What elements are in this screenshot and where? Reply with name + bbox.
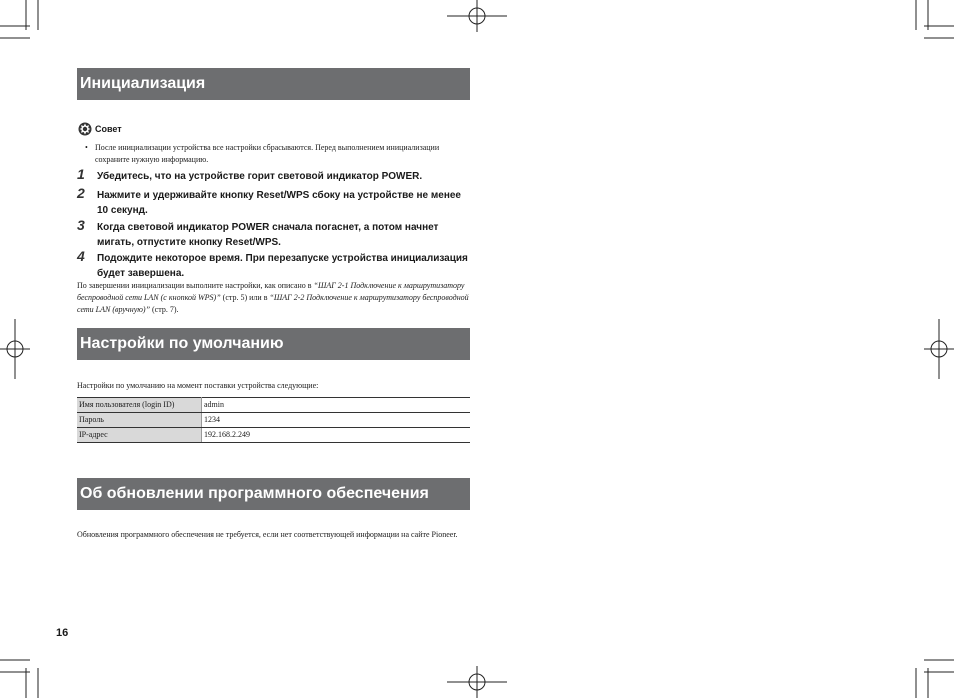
- table-row: [77, 413, 470, 428]
- tip-bullet-text: После инициализации устройства все настройки сбрасываются. Перед выполнением инициализации сохраните нужную информацию.: [95, 143, 440, 164]
- table-key: Имя пользователя (login ID): [77, 398, 202, 413]
- tip-title: [78, 121, 122, 137]
- step-number: 2: [77, 185, 85, 201]
- heading-software-update: Об обновлении программного обеспечения: [77, 478, 470, 510]
- table-value: 1234: [202, 413, 471, 428]
- defaults-table: [77, 397, 470, 443]
- after-text-1: По завершении инициализации выполните настройки, как описано в: [77, 281, 314, 290]
- step-item: [77, 185, 472, 218]
- table-value: admin: [202, 398, 471, 413]
- table-value: 192.168.2.249: [202, 428, 471, 443]
- table-key: IP-адрес: [77, 428, 202, 443]
- step-number: 1: [77, 166, 85, 182]
- step-number: 4: [77, 248, 85, 264]
- heading-defaults: Настройки по умолчанию: [77, 328, 470, 360]
- step-item: [77, 248, 472, 281]
- step-text: Убедитесь, что на устройстве горит световой индикатор POWER.: [97, 171, 423, 182]
- table-key: Пароль: [77, 413, 202, 428]
- table-row: [77, 428, 470, 443]
- after-text-3: (стр. 7).: [150, 305, 179, 314]
- init-after-paragraph: [77, 280, 472, 316]
- update-text: Обновления программного обеспечения не требуется, если нет соответствующей информации на сайте Pioneer.: [77, 530, 458, 539]
- table-row: [77, 398, 470, 413]
- step-number: 3: [77, 217, 85, 233]
- step-text: Когда световой индикатор POWER сначала погаснет, а потом начнет мигать, отпустите кнопку Reset/WPS.: [97, 222, 439, 248]
- heading-initialization: Инициализация: [77, 68, 470, 100]
- step-text: Подождите некоторое время. При перезапуске устройства инициализация будет завершена.: [97, 253, 468, 279]
- after-text-2: (стр. 5) или в: [220, 293, 270, 302]
- step-item: [77, 166, 472, 184]
- after-ref-2: “ШАГ 2-2 Подключение к маршрутизатору беспроводной сети LAN (вручную)”: [77, 293, 469, 314]
- tip-badge-icon: [78, 122, 92, 136]
- defaults-intro: Настройки по умолчанию на момент поставки устройства следующие:: [77, 381, 319, 390]
- tip-bullet: [85, 142, 475, 166]
- bullet-dot: •: [85, 143, 88, 152]
- page-number: 16: [56, 627, 69, 639]
- step-item: [77, 217, 472, 250]
- tip-label: Совет: [95, 124, 122, 134]
- step-text: Нажмите и удерживайте кнопку Reset/WPS сбоку на устройстве не менее 10 секунд.: [97, 190, 461, 216]
- after-ref-1: “ШАГ 2-1 Подключение к маршрутизатору беспроводной сети LAN (с кнопкой WPS)”: [77, 281, 465, 302]
